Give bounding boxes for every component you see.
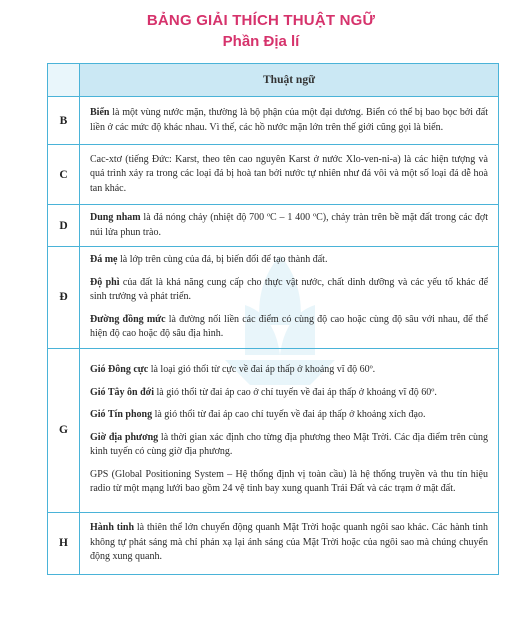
glossary-row <box>48 348 499 512</box>
term-definition: của đất là khả năng cung cấp cho thực vật nước, chất dinh dưỡng và các yếu tố khác để sinh trưởng và phát triển. <box>90 276 489 302</box>
row-letter: D <box>48 205 80 247</box>
definition-paragraph <box>90 468 488 497</box>
glossary-row <box>48 97 499 145</box>
definition-paragraph <box>90 431 488 460</box>
row-letter: H <box>48 512 80 574</box>
letter-column-header <box>48 64 80 97</box>
definition-paragraph <box>90 153 488 197</box>
glossary-row <box>48 205 499 247</box>
term-name: Giờ địa phương <box>90 431 159 443</box>
term-definition: là lớp trên cùng của đá, bị biến đổi để tạo thành đất. <box>117 254 328 265</box>
glossary-row <box>48 145 499 205</box>
glossary-table <box>47 63 499 575</box>
row-definitions <box>80 97 499 145</box>
row-letter: C <box>48 145 80 205</box>
definition-paragraph <box>90 276 488 305</box>
glossary-row <box>48 247 499 349</box>
term-name: Biển <box>90 107 110 118</box>
glossary-body <box>48 97 499 575</box>
page-subtitle: Phần Địa lí <box>222 33 300 50</box>
page-title: BẢNG GIẢI THÍCH THUẬT NGỮ <box>146 12 376 29</box>
term-definition: là đường nối liền các điểm có cùng độ cao hoặc cùng độ sâu với nhau, để thể hiện độ cao hoặc độ sâu địa hình. <box>90 313 488 339</box>
term-definition: là gió thổi từ đai áp cao ở chí tuyến về đai áp thấp ở khoảng vĩ độ 60º. <box>153 386 437 398</box>
definition-paragraph <box>90 106 488 135</box>
row-letter: B <box>48 97 80 145</box>
definition-paragraph <box>90 521 488 565</box>
row-letter: Đ <box>48 247 80 349</box>
glossary-row <box>48 512 499 574</box>
term-name: Hành tinh <box>90 522 135 534</box>
term-name: Gió Tây ôn đới <box>90 386 154 398</box>
term-definition: là đá nóng chảy (nhiệt độ 700 ºC – 1 400 ºC), chảy tràn trên bề mặt đất trong các đợt núi lửa phun trào. <box>90 212 488 238</box>
row-letter: G <box>48 348 80 512</box>
term-column-header: Thuật ngữ <box>80 64 499 97</box>
term-name: Đường đồng mức <box>90 313 166 325</box>
term-name: Gió Đông cực <box>90 364 149 376</box>
definition-paragraph <box>90 253 488 268</box>
definition-paragraph <box>90 211 488 240</box>
term-definition: GPS (Global Positioning System – Hệ thống định vị toàn cầu) là hệ thống truyền và thu tín hiệu radio từ một mạng lưới bao gồm 24 vệ tinh bay xung quanh Trái Đất và các trạm ở mặt đất. <box>90 468 488 495</box>
term-definition: là gió thổi từ đai áp cao chí tuyến về đai áp thấp ở khoảng xích đạo. <box>152 409 426 421</box>
term-name: Đá mẹ <box>90 254 118 265</box>
term-name: Gió Tín phong <box>90 409 153 421</box>
definition-paragraph <box>90 386 488 401</box>
definition-paragraph <box>90 363 488 378</box>
row-definitions <box>80 348 499 512</box>
term-name: Dung nham <box>90 212 141 223</box>
definition-paragraph <box>90 408 488 423</box>
row-definitions <box>80 145 499 205</box>
term-name: Độ phì <box>90 276 120 288</box>
term-definition: là một vùng nước mặn, thường là bộ phận của một đại dương. Biển có thể bị bao bọc bởi đất liền ở các mức độ khác nhau. Vì thế, các hồ nước mặn lớn trên thế giới cũng gọi là biển. <box>90 107 488 133</box>
row-definitions <box>80 205 499 247</box>
term-definition: là loại gió thổi từ cực về đai áp thấp ở khoảng vĩ độ 60º. <box>148 364 376 376</box>
row-definitions <box>80 247 499 349</box>
term-definition: Cac-xtơ (tiếng Đức: Karst, theo tên cao nguyên Karst ở nước Xlo-ven-ni-a) là các hiện tượng và quá trình xảy ra trong các loại đá bị hoà tan bởi nước tự nhiên như đá vôi và một số loại đá dễ hoà tan khác. <box>90 153 488 194</box>
row-definitions <box>80 512 499 574</box>
definition-paragraph <box>90 313 488 342</box>
term-definition: là thiên thể lớn chuyển động quanh Mặt Trời hoặc quanh ngôi sao khác. Các hành tinh không tự phát sáng mà chỉ phản xạ lại ánh sáng của Mặt Trời hoặc của ngôi sao mà chúng chuyển động xung quanh. <box>90 522 489 563</box>
term-definition: là thời gian xác định cho từng địa phương theo Mặt Trời. Các địa điểm trên cùng kinh tuyến có cùng giờ địa phương. <box>90 431 489 458</box>
